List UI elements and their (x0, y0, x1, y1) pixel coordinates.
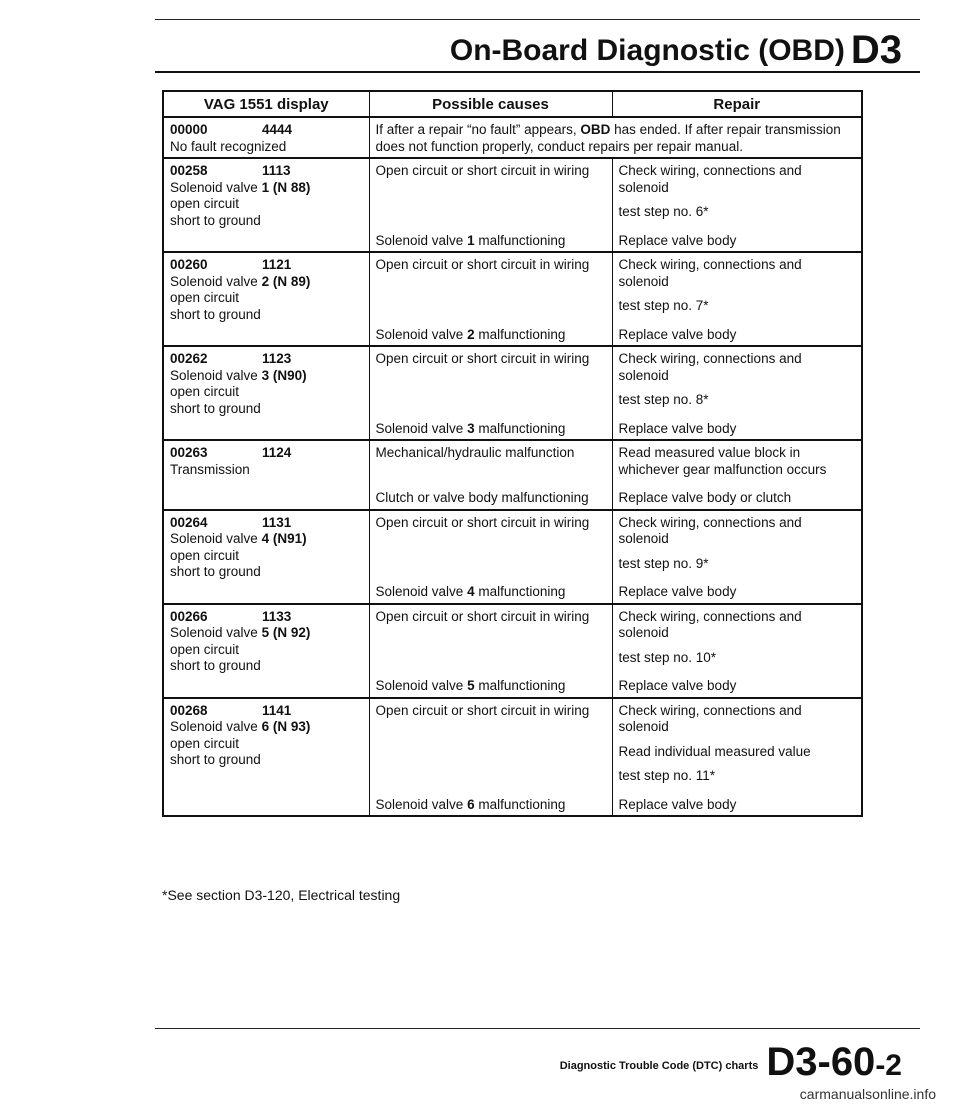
dtc-codes (170, 445, 363, 462)
possible-cause-cell (369, 574, 612, 604)
cause-valve-number: 3 (467, 420, 475, 436)
repair-cell (612, 158, 862, 223)
bottom-rule (155, 1028, 920, 1029)
component-id: 6 (N 93) (261, 719, 311, 734)
component-id: 1 (N 88) (261, 179, 311, 195)
page-title (450, 28, 902, 73)
repair-cell (612, 574, 862, 604)
footer-label: Diagnostic Trouble Code (DTC) charts (559, 1060, 759, 1072)
fault-type: open circuit (170, 547, 240, 563)
fault-type: short to ground (170, 306, 261, 322)
component-name (170, 625, 363, 642)
component-id: 3 (N90) (261, 367, 307, 383)
dtc-code2: 1124 (262, 445, 292, 460)
repair-step: test step no. 11* (618, 768, 716, 783)
cause-valve-number: 2 (467, 326, 475, 342)
repair-step: Check wiring, connections and solenoid (618, 257, 802, 289)
dtc-code2: 4444 (262, 122, 293, 137)
dtc-display-cell (163, 604, 369, 698)
fault-type: open circuit (170, 735, 240, 751)
repair-cell (612, 480, 862, 510)
cause-text-end: malfunctioning (474, 420, 566, 436)
dtc-code: 00266 (170, 608, 208, 624)
cause-text: Mechanical/hydraulic malfunction (375, 445, 575, 460)
table-row (163, 440, 862, 480)
dtc-display-cell (163, 440, 369, 510)
component-id: 4 (N91) (261, 531, 307, 546)
repair-step: Read individual measured value (618, 743, 811, 759)
dtc-codes (170, 351, 363, 368)
dtc-codes (170, 257, 363, 274)
header-causes: Possible causes (369, 91, 612, 117)
cause-valve-number: 1 (467, 232, 475, 248)
repair-cell (612, 698, 862, 787)
dtc-display-cell (163, 252, 369, 346)
no-fault-note (369, 117, 862, 158)
repair-step: Replace valve body (618, 796, 737, 812)
component-name-text: Solenoid valve (170, 273, 262, 289)
cause-text: Open circuit or short circuit in wiring (375, 608, 590, 624)
dtc-code: 00264 (170, 514, 208, 530)
repair-step: test step no. 8* (618, 392, 709, 407)
component-name (170, 462, 363, 479)
header-repair: Repair (612, 91, 862, 117)
possible-cause-cell (369, 510, 612, 575)
possible-cause-cell (369, 698, 612, 787)
note-obd: OBD (580, 122, 611, 137)
possible-cause-cell (369, 480, 612, 510)
section-code: D3 (850, 28, 902, 72)
fault-type: short to ground (170, 400, 261, 416)
repair-step: Replace valve body or clutch (618, 490, 792, 505)
cause-text-end: malfunctioning (474, 678, 566, 693)
cause-text: Clutch or valve body malfunctioning (375, 490, 589, 505)
table-row (163, 604, 862, 669)
table-row (163, 698, 862, 787)
cause-text-end: malfunctioning (474, 796, 566, 812)
repair-cell (612, 510, 862, 575)
fault-type: open circuit (170, 196, 240, 211)
dtc-display-cell (163, 117, 369, 158)
top-rule (155, 19, 920, 20)
possible-cause-cell (369, 411, 612, 441)
table-header-row (163, 91, 862, 117)
dtc-display-cell (163, 510, 369, 604)
repair-cell (612, 787, 862, 817)
fault-type: short to ground (170, 564, 261, 579)
header-rule (155, 71, 920, 73)
component-name (170, 274, 363, 291)
page-footer (560, 1040, 902, 1085)
cause-text: Solenoid valve (375, 796, 468, 812)
repair-cell (612, 604, 862, 669)
repair-step: Replace valve body (618, 584, 737, 599)
repair-step: Check wiring, connections and solenoid (618, 351, 802, 383)
possible-cause-cell (369, 440, 612, 480)
cause-text: Solenoid valve (375, 420, 468, 436)
dtc-display-cell (163, 346, 369, 440)
table-row (163, 510, 862, 575)
repair-cell (612, 223, 862, 253)
dtc-code2: 1141 (262, 702, 292, 718)
cause-text-end: malfunctioning (474, 584, 566, 599)
dtc-code2: 1133 (262, 608, 292, 624)
dtc-codes (170, 122, 363, 139)
dtc-code: 00000 (170, 122, 208, 137)
table-body (163, 117, 862, 816)
repair-step: Read measured value block in whichever gear malfunction occurs (618, 445, 827, 477)
possible-cause-cell (369, 787, 612, 817)
repair-cell (612, 411, 862, 441)
cause-text: Open circuit or short circuit in wiring (375, 351, 590, 366)
possible-cause-cell (369, 346, 612, 411)
component-id: 5 (N 92) (261, 625, 311, 640)
repair-cell (612, 668, 862, 698)
page-subnumber: -2 (875, 1049, 902, 1082)
component-name (170, 180, 363, 197)
component-id: 2 (N 89) (261, 273, 311, 289)
cause-text: Open circuit or short circuit in wiring (375, 163, 590, 178)
fault-type: open circuit (170, 290, 240, 305)
component-name (170, 368, 363, 385)
possible-cause-cell (369, 223, 612, 253)
cause-text: Solenoid valve (375, 584, 468, 599)
cause-valve-number: 4 (467, 584, 475, 599)
repair-step: test step no. 6* (618, 204, 709, 219)
fault-type: short to ground (170, 212, 261, 228)
dtc-code2: 1113 (262, 163, 291, 178)
cause-text: Solenoid valve (375, 678, 468, 693)
repair-cell (612, 346, 862, 411)
table-row (163, 252, 862, 317)
cause-valve-number: 6 (467, 796, 475, 812)
component-name-text: Solenoid valve (170, 367, 262, 383)
component-name-text: Solenoid valve (170, 719, 262, 734)
repair-step: Replace valve body (618, 678, 737, 693)
dtc-code2: 1131 (262, 514, 292, 530)
component-name-text: Solenoid valve (170, 179, 262, 195)
fault-type: short to ground (170, 658, 261, 673)
repair-step: Check wiring, connections and solenoid (618, 702, 802, 734)
cause-text: Open circuit or short circuit in wiring (375, 514, 590, 530)
cause-text-end: malfunctioning (474, 232, 566, 248)
fault-type: open circuit (170, 384, 240, 399)
possible-cause-cell (369, 604, 612, 669)
cause-text: Solenoid valve (375, 326, 468, 342)
possible-cause-cell (369, 668, 612, 698)
fault-type: open circuit (170, 641, 240, 657)
page-number: D3-60 (766, 1040, 876, 1084)
footnote: *See section D3-120, Electrical testing (162, 887, 401, 903)
dtc-code: 00262 (170, 351, 208, 366)
cause-text: Open circuit or short circuit in wiring (375, 257, 590, 272)
repair-step: Replace valve body (618, 420, 737, 436)
table-row (163, 117, 862, 158)
dtc-table (162, 90, 863, 817)
component-name-text: Solenoid valve (170, 531, 262, 546)
component-name (170, 139, 363, 156)
repair-step: Check wiring, connections and solenoid (618, 514, 802, 546)
page-title-text: On-Board Diagnostic (OBD) (449, 34, 845, 67)
repair-cell (612, 252, 862, 317)
dtc-code2: 1121 (262, 257, 292, 272)
cause-text: Solenoid valve (375, 232, 468, 248)
repair-step: test step no. 9* (618, 555, 709, 571)
repair-step: test step no. 10* (618, 649, 717, 665)
dtc-code: 00268 (170, 702, 208, 718)
watermark: carmanualsonline.info (799, 1086, 936, 1102)
component-name (170, 719, 363, 736)
component-name-text: Transmission (170, 461, 250, 477)
component-name-text: Solenoid valve (170, 625, 262, 640)
cause-text-end: malfunctioning (474, 326, 566, 342)
dtc-code2: 1123 (262, 351, 292, 366)
possible-cause-cell (369, 158, 612, 223)
repair-cell (612, 440, 862, 480)
dtc-code: 00260 (170, 257, 208, 272)
header-display: VAG 1551 display (163, 91, 369, 117)
table-row (163, 158, 862, 223)
repair-step: Check wiring, connections and solenoid (618, 608, 802, 640)
fault-type: short to ground (170, 752, 261, 767)
dtc-code: 00263 (170, 445, 208, 460)
cause-text: Open circuit or short circuit in wiring (375, 702, 590, 718)
dtc-codes (170, 163, 363, 180)
dtc-display-cell (163, 698, 369, 817)
repair-step: Check wiring, connections and solenoid (618, 163, 802, 195)
dtc-codes (170, 609, 363, 626)
cause-valve-number: 5 (467, 678, 475, 693)
repair-step: Replace valve body (618, 326, 737, 342)
repair-step: Replace valve body (618, 232, 737, 248)
dtc-codes (170, 703, 363, 720)
component-name-text: No fault recognized (170, 138, 287, 154)
dtc-display-cell (163, 158, 369, 252)
dtc-table-container (162, 90, 861, 817)
dtc-codes (170, 515, 363, 532)
table-row (163, 346, 862, 411)
note-text-end: has ended. If after repair transmission does not function properly, conduct repairs per repair manual. (375, 122, 841, 154)
repair-cell (612, 317, 862, 347)
component-name (170, 531, 363, 548)
dtc-code: 00258 (170, 163, 208, 178)
note-text: If after a repair “no fault” appears, (375, 122, 581, 137)
possible-cause-cell (369, 317, 612, 347)
repair-step: test step no. 7* (618, 298, 709, 313)
possible-cause-cell (369, 252, 612, 317)
